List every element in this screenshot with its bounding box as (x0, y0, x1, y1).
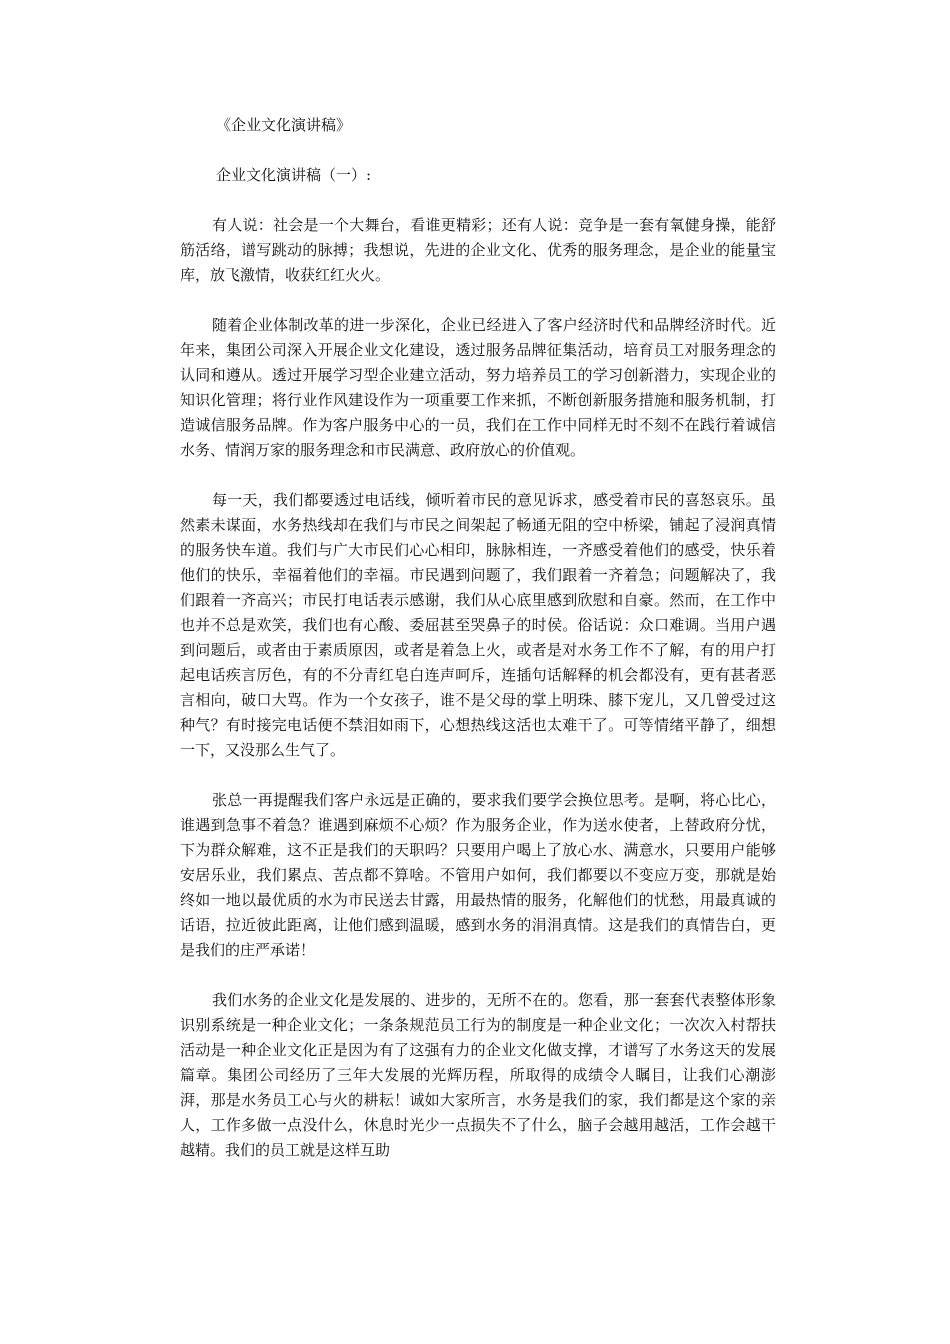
paragraph-3: 每一天，我们都要透过电话线，倾听着市民的意见诉求，感受着市民的喜怒哀乐。虽然素未谋面，水务热线却在我们与市民之间架起了畅通无阻的空中桥梁，铺起了浸润真情的服务快车道。我们与广大市民们心心相印，脉脉相连，一齐感受着他们的感受，快乐着他们的快乐，幸福着他们的幸福。市民遇到问题了，我们跟着一齐着急；问题解决了，我们跟着一齐高兴；市民打电话表示感谢，我们从心底里感到欣慰和自豪。然而，在工作中也并不总是欢笑，我们也有心酸、委屈甚至哭鼻子的时侯。俗话说：众口难调。当用户遇到问题后，或者由于素质原因，或者是着急上火，或者是对水务工作不了解，有的用户打起电话疾言厉色，有的不分青红皂白连声呵斥，连插句话解释的机会都没有，更有甚者恶言相向，破口大骂。作为一个女孩子，谁不是父母的掌上明珠、膝下宠儿，又几曾受过这种气？有时接完电话便不禁泪如雨下，心想热线这活也太难干了。可等情绪平静了，细想一下，又没那么生气了。 (180, 491, 776, 759)
paragraph-2: 随着企业体制改革的进一步深化，企业已经进入了客户经济时代和品牌经济时代。近年来，集团公司深入开展企业文化建设，透过服务品牌征集活动，培育员工对服务理念的认同和遵从。透过开展学习型企业建立活动，努力培养员工的学习创新潜力，实现企业的知识化管理；将行业作风建设作为一项重要工作来抓，不断创新服务措施和服务机制，打造诚信服务品牌。作为客户服务中心的一员，我们在工作中同样无时不刻不在践行着诚信水务、情润万家的服务理念和市民满意、政府放心的价值观。 (180, 316, 776, 459)
document-body (180, 113, 776, 1188)
paragraph-5: 我们水务的企业文化是发展的、进步的，无所不在的。您看，那一套套代表整体形象识别系统是一种企业文化；一条条规范员工行为的制度是一种企业文化；一次次入村帮扶活动是一种企业文化正是因为有了这强有力的企业文化做支撑，才谱写了水务这天的发展篇章。集团公司经历了三年大发展的光辉历程，所取得的成绩令人瞩目，让我们心潮澎湃，那是水务员工心与火的耕耘！诚如大家所言，水务是我们的家，我们都是这个家的亲人，工作多做一点没什么，休息时光少一点损失不了什么，脑子会越用越活，工作会越干越精。我们的员工就是这样互助 (180, 991, 776, 1159)
document-subtitle: 企业文化演讲稿（一）: (216, 166, 372, 184)
paragraph-4: 张总一再提醒我们客户永远是正确的，要求我们要学会换位思考。是啊，将心比心，谁遇到急事不着急？谁遇到麻烦不心烦？作为服务企业，作为送水使者，上替政府分忧，下为群众解难，这不正是我们的天职吗？只要用户喝上了放心水、满意水，只要用户能够安居乐业，我们累点、苦点都不算啥。不管用户如何，我们都要以不变应万变，那就是始终如一地以最优质的水为市民送去甘露，用最热情的服务，化解他们的忧愁，用最真诚的话语，拉近彼此距离，让他们感到温暖，感到水务的涓涓真情。这是我们的真情告白，更是我们的庄严承诺！ (180, 791, 776, 959)
paragraph-1: 有人说：社会是一个大舞台，看谁更精彩；还有人说：竞争是一套有氧健身操，能舒筋活络，谱写跳动的脉搏；我想说，先进的企业文化、优秀的服务理念，是企业的能量宝库，放飞激情，收获红红火火。 (180, 216, 776, 284)
document-title: 《企业文化演讲稿》 (216, 116, 352, 134)
